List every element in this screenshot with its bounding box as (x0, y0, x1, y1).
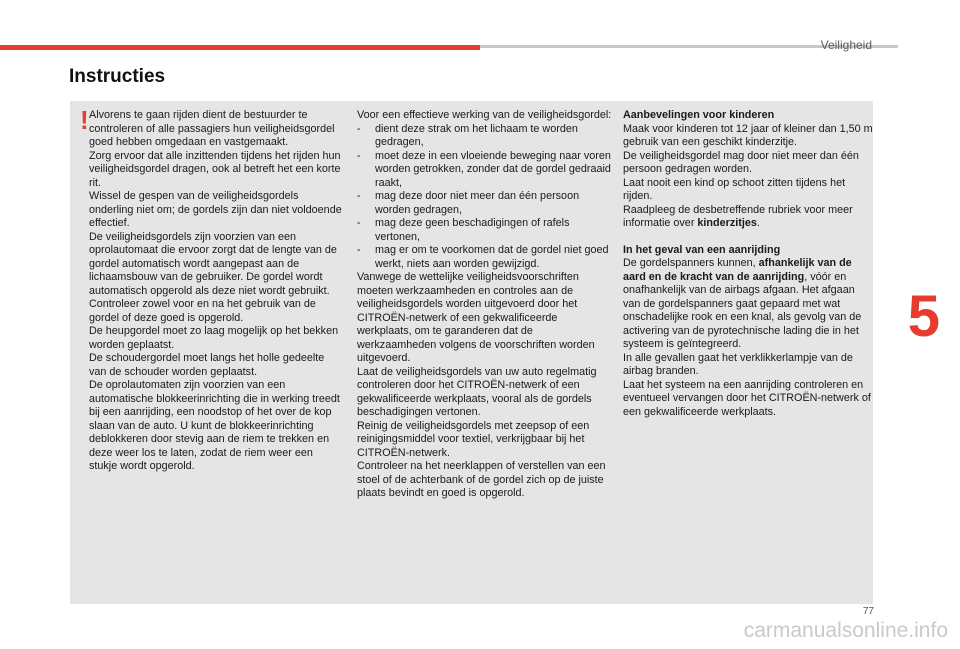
usage-list (357, 123, 612, 272)
intro-text: Voor een effectieve werking van de veiligheidsgordel: (357, 109, 612, 121)
paragraph: Zorg ervoor dat alle inzittenden tijdens het rijden hun veiligheidsgordel dragen, ook al betreft het een korte rit. (89, 149, 341, 189)
collision-bold-text: afhankelijk van de aard en de kracht van de aanrijding (623, 257, 852, 283)
paragraph: Laat de veiligheidsgordels van uw auto regelmatig controleren door het CITROËN-netwerk of een gekwalificeerde werkplaats, vooral als de gordels beschadigingen vertonen. (357, 365, 597, 418)
header-accent-bar (0, 45, 480, 50)
children-heading: Aanbevelingen voor kinderen (623, 109, 775, 121)
paragraph: De veiligheidsgordel mag door niet meer dan één persoon gedragen worden. (623, 149, 859, 175)
page-number: 77 (862, 606, 874, 617)
warning-column (89, 109, 344, 474)
paragraph: Laat nooit een kind op schoot zitten tijdens het rijden. (623, 176, 846, 202)
reference-paragraph (623, 204, 873, 231)
usage-column (357, 109, 612, 501)
bullet-marker: - (357, 217, 361, 229)
collision-text: De gordelspanners kunnen, (623, 257, 759, 269)
collision-paragraph (623, 257, 873, 352)
paragraph: In alle gevallen gaat het verklikkerlampje van de airbag branden. (623, 351, 853, 377)
reference-link-text: kinderzitjes (697, 217, 757, 229)
spacer (623, 231, 873, 244)
paragraph: Maak voor kinderen tot 12 jaar of kleiner dan 1,50 m gebruik van een geschikt kinderzitje. (623, 122, 873, 148)
paragraph: Wissel de gespen van de veiligheidsgordels onderling niet om; de gordels zijn dan niet voldoende effectief. (89, 190, 342, 229)
paragraph: Controleer na het neerklappen of verstellen van een stoel of de achterbank of de gordel zich op de juiste plaats bevindt en goed is opgerold. (357, 460, 606, 499)
page-title: Instructies (69, 66, 166, 87)
list-item-text: mag deze door niet meer dan één persoon worden gedragen, (375, 190, 580, 216)
paragraph: De heupgordel moet zo laag mogelijk op het bekken worden geplaatst. (89, 325, 339, 351)
bullet-marker: - (357, 149, 361, 162)
list-item (357, 217, 612, 244)
paragraph: Vanwege de wettelijke veiligheidsvoorschriften moeten werkzaamheden en controles aan de veiligheidsgordels worden uitgevoerd door het CITROËN-netwerk of een gekwalificeerde werkplaats, om te garanderen dat de werkzaamheden volgens de voorschriften worden uitgevoerd. (357, 271, 595, 364)
reference-end: . (756, 217, 760, 229)
list-item (357, 190, 612, 217)
list-item (357, 244, 612, 271)
chapter-number: 5 (907, 284, 940, 349)
paragraph: De veiligheidsgordels zijn voorzien van een oprolautomaat die ervoor zorgt dat de lengte van de gordel automatisch wordt aangepast aan de lichaamsbouw van de gebruiker. De gordel wordt automatisch opgerold als deze niet wordt gebruikt. (89, 230, 337, 297)
list-item (357, 123, 612, 150)
paragraph: Controleer zowel voor en na het gebruik van de gordel of deze goed is opgerold. (89, 298, 316, 324)
paragraph: Reinig de veiligheidsgordels met zeepsop of een reinigingsmiddel voor textiel, verkrijgbaar bij het CITROËN-netwerk. (357, 419, 590, 459)
bullet-marker: - (357, 122, 361, 135)
list-item (357, 150, 612, 191)
paragraph: De schoudergordel moet langs het holle gedeelte van de schouder worden geplaatst. (89, 352, 325, 378)
warning-icon: ! (80, 105, 89, 135)
section-label: Veiligheid (820, 38, 872, 52)
collision-heading: In het geval van een aanrijding (623, 243, 781, 256)
paragraph: Alvorens te gaan rijden dient de bestuurder te controleren of alle passagiers hun veiligheidsgordel goed hebben omgedaan en vastgemaakt. (89, 109, 335, 148)
bullet-marker: - (357, 190, 361, 202)
bullet-marker: - (357, 244, 361, 256)
paragraph: Laat het systeem na een aanrijding controleren en eventueel vervangen door het CITROËN-netwerk of een gekwalificeerde werkplaats. (623, 378, 871, 418)
watermark: carmanualsonline.info (743, 619, 948, 642)
list-item-text: dient deze strak om het lichaam te worden gedragen, (375, 122, 578, 148)
paragraph: De oprolautomaten zijn voorzien van een automatische blokkeerinrichting die in werking treedt bij een aanrijding, een noodstop of het over de kop slaan van de auto. U kunt de blokkeerinrichting deblokkeren door stevig aan de riem te trekken en deze weer los te laten, zodat de riem weer een stukje wordt opgerold. (89, 379, 340, 472)
recommendations-column (623, 109, 873, 419)
reference-text: Raadpleeg de desbetreffende rubriek voor meer informatie over (623, 203, 853, 229)
list-item-text: mag er om te voorkomen dat de gordel niet goed werkt, niets aan worden gewijzigd. (375, 244, 609, 270)
list-item-text: mag deze geen beschadigingen of rafels vertonen, (375, 217, 570, 243)
list-item-text: moet deze in een vloeiende beweging naar voren worden getrokken, zonder dat de gordel gedraaid raakt, (375, 149, 611, 189)
collision-text-continued: , vóór en onafhankelijk van de airbags afgaan. Het afgaan van de gordelspanners gaat gepaard met wat onschadelijke rook en een knal, als gevolg van de activering van de pyrotechnische lading die in het systeem is geïntegreerd. (623, 270, 862, 350)
